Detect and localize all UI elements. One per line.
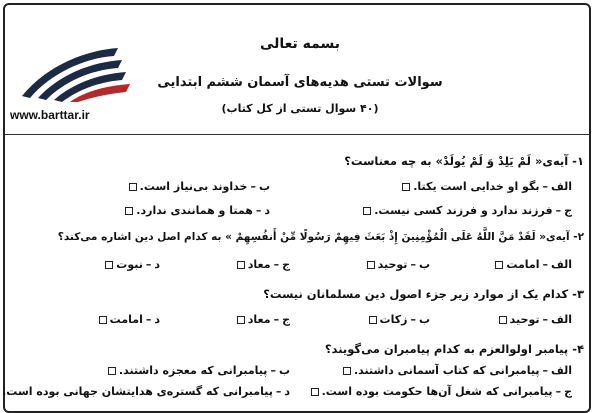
option-text: همتا و همانندی ندارد. xyxy=(136,204,253,217)
bismillah-heading: بسمه تعالی xyxy=(259,36,341,52)
option-text: توحید xyxy=(377,258,408,271)
checkbox[interactable] xyxy=(108,367,116,375)
option-label: د xyxy=(154,258,160,271)
option-text: بگو او خدایی است یکتا. xyxy=(413,180,540,193)
checkbox[interactable] xyxy=(311,388,319,396)
option-label: ج xyxy=(282,313,290,326)
option-label: ب xyxy=(418,258,430,271)
page-subtitle: (۴۰ سوال تستی از کل کتاب) xyxy=(221,102,379,115)
option-text: معاد xyxy=(247,313,271,326)
question-2-option-b[interactable]: ب – توحید xyxy=(367,258,430,271)
site-url: www.barttar.ir xyxy=(10,108,90,122)
option-label: ب xyxy=(278,364,290,377)
checkbox[interactable] xyxy=(237,261,245,269)
checkbox[interactable] xyxy=(343,367,351,375)
checkbox[interactable] xyxy=(129,183,137,191)
option-label: ج xyxy=(564,385,572,398)
question-2-option-d[interactable]: د – نبوت xyxy=(105,258,160,271)
option-text: امامت xyxy=(506,258,540,271)
checkbox[interactable] xyxy=(367,261,375,269)
question-3-option-c[interactable]: ج – معاد xyxy=(237,313,290,326)
option-text: امامت xyxy=(109,313,143,326)
question-4-text: ۴- پیامبر اولوالعزم به کدام پیامبران می‌گویند؟ xyxy=(324,342,584,356)
question-1-option-c[interactable]: ج – فرزند ندارد و فرزند کسی نیست. xyxy=(363,204,572,217)
option-text: پیامبرانی که شغل آن‌ها حکومت بوده است. xyxy=(321,385,553,398)
question-3-option-a[interactable]: الف – توحید xyxy=(499,313,572,326)
question-2-text: ۲- آیه‌ی« لَقَدْ مَنَّ اللَّهُ عَلَى الْمُؤْمِنِینَ إِذْ بَعَثَ فِیهِمْ رَسُولًا مِّنْ أَنفُسِهِمْ » به کدام اصل دین اشاره می‌کند؟ xyxy=(57,231,584,243)
checkbox[interactable] xyxy=(99,316,107,324)
checkbox[interactable] xyxy=(402,183,410,191)
question-1-option-d[interactable]: د – همتا و همانندی ندارد. xyxy=(125,204,270,217)
option-label: الف xyxy=(550,180,572,193)
option-text: پیامبرانی که کتاب آسمانی داشتند. xyxy=(354,364,540,377)
question-3-option-d[interactable]: د – امامت xyxy=(99,313,160,326)
header-divider xyxy=(5,134,589,135)
question-3-text: ۳- کدام یک از موارد زیر جزء اصول دین مسلمانان نیست؟ xyxy=(263,287,584,301)
option-label: ج xyxy=(564,204,572,217)
checkbox[interactable] xyxy=(125,207,133,215)
option-label: ب xyxy=(258,180,270,193)
question-4-option-c[interactable]: ج – پیامبرانی که شغل آن‌ها حکومت بوده است. xyxy=(311,385,572,398)
option-text: معاد xyxy=(247,258,271,271)
option-label: الف xyxy=(550,258,572,271)
option-text: خداوند بی‌نیاز است. xyxy=(139,180,248,193)
option-text: پیامبرانی که معجزه داشتند. xyxy=(118,364,268,377)
question-1-option-b[interactable]: ب – خداوند بی‌نیاز است. xyxy=(129,180,270,193)
question-1-text: ۱- آیه‌ی« لَمْ یَلِدْ وَ لَمْ یُولَدْ» به چه معناست؟ xyxy=(344,154,584,168)
question-4-option-b[interactable]: ب – پیامبرانی که معجزه داشتند. xyxy=(108,364,290,377)
option-text: نبوت xyxy=(116,258,143,271)
option-text: زکات xyxy=(379,313,408,326)
option-text: توحید xyxy=(509,313,540,326)
option-label: د xyxy=(154,313,160,326)
barttar-logo-icon xyxy=(18,44,136,102)
option-label: ج xyxy=(282,258,290,271)
option-label: الف xyxy=(550,313,572,326)
option-label: ب xyxy=(418,313,430,326)
option-text: پیامبرانی که گستره‌ی هدایتشان جهانی بوده است. xyxy=(2,385,273,398)
question-3-option-b[interactable]: ب – زکات xyxy=(369,313,430,326)
question-4-option-d[interactable]: د – پیامبرانی که گستره‌ی هدایتشان جهانی بوده است. xyxy=(2,385,290,398)
checkbox[interactable] xyxy=(499,316,507,324)
question-1-option-a[interactable]: الف – بگو او خدایی است یکتا. xyxy=(402,180,572,193)
checkbox[interactable] xyxy=(237,316,245,324)
question-4-option-a[interactable]: الف – پیامبرانی که کتاب آسمانی داشتند. xyxy=(343,364,572,377)
checkbox[interactable] xyxy=(105,261,113,269)
option-label: د xyxy=(284,385,290,398)
checkbox[interactable] xyxy=(369,316,377,324)
option-label: د xyxy=(264,204,270,217)
question-2-option-c[interactable]: ج – معاد xyxy=(237,258,290,271)
option-label: الف xyxy=(550,364,572,377)
checkbox[interactable] xyxy=(363,207,371,215)
page-title: سوالات تستی هدیه‌های آسمان ششم ابتدایی xyxy=(157,75,443,90)
checkbox[interactable] xyxy=(495,261,503,269)
option-text: فرزند ندارد و فرزند کسی نیست. xyxy=(374,204,553,217)
question-2-option-a[interactable]: الف – امامت xyxy=(495,258,572,271)
